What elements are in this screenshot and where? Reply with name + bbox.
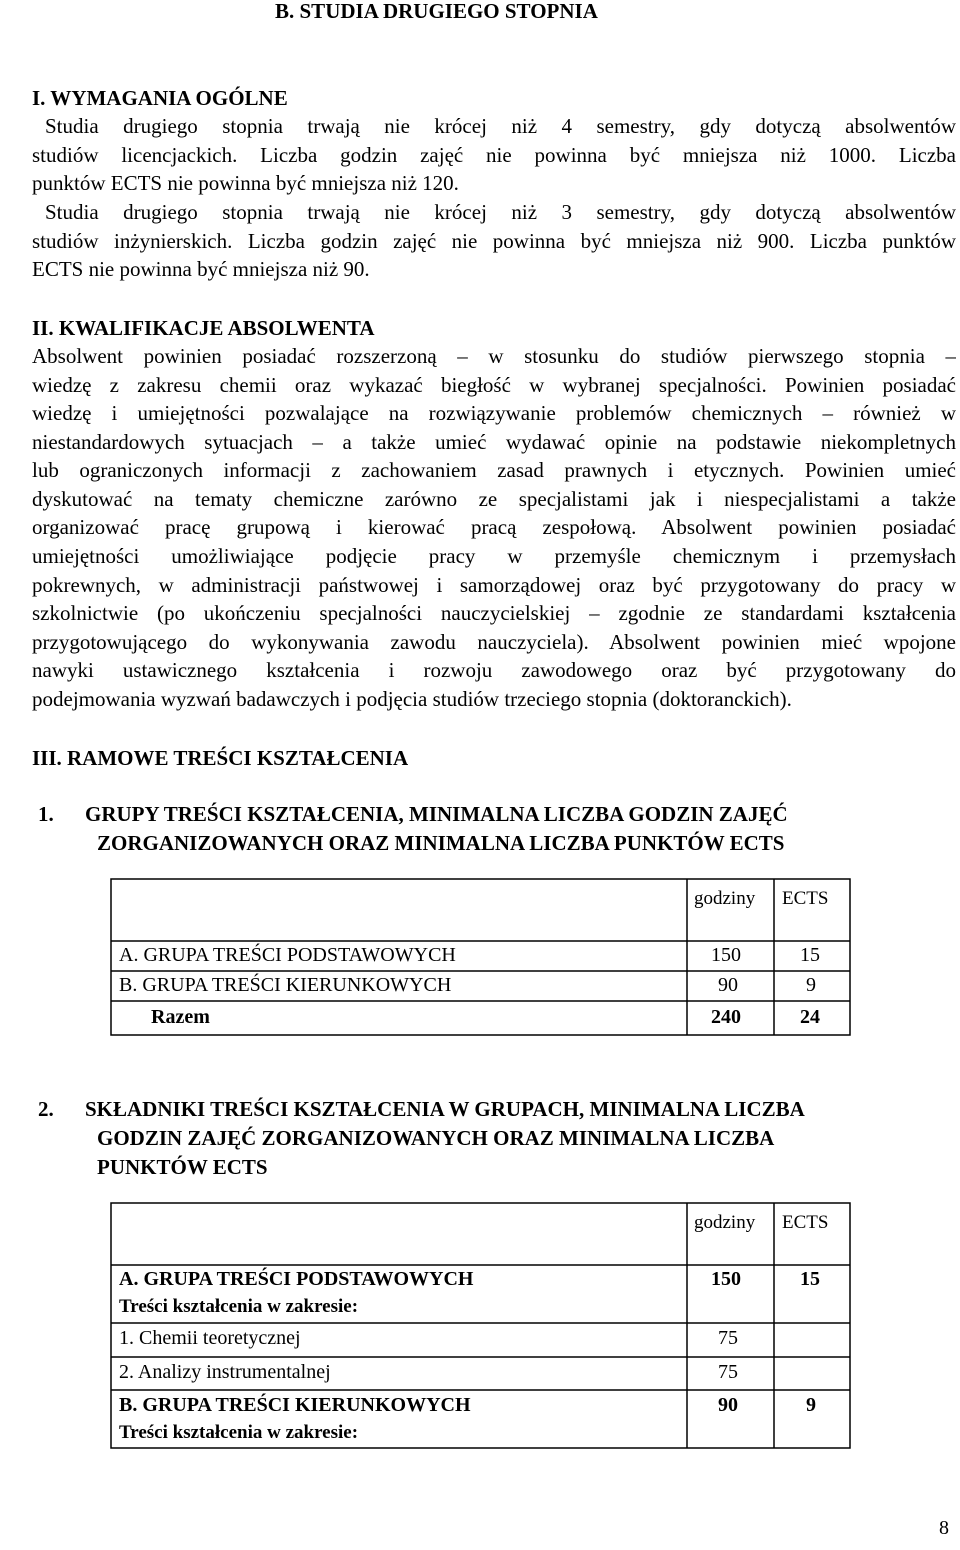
subsection-1-number: 1. <box>38 802 54 826</box>
table-row-hours: 90 <box>718 974 738 996</box>
section-2-line: podejmowania wyzwań badawczych i podjęcia studiów trzeciego stopnia (doktoranckich). <box>32 687 792 711</box>
table-row-hours: 240 <box>711 1006 741 1028</box>
table-row-ects: 24 <box>800 1006 820 1028</box>
section-2-line: szkolnictwie (po ukończeniu specjalności nauczycielskiej – zgodnie ze standardami kształcenia <box>32 601 956 625</box>
table-row-hours: 75 <box>718 1361 738 1383</box>
table-row-ects: 15 <box>800 1268 820 1290</box>
subsection-2-title: SKŁADNIKI TREŚCI KSZTAŁCENIA W GRUPACH, MINIMALNA LICZBA <box>85 1097 805 1121</box>
section-2-line: wiedzę z zakresu chemii oraz wykazać biegłość w wybranej specjalności. Powinien posiadać <box>32 373 956 397</box>
section-1-line: studiów inżynierskich. Liczba godzin zajęć nie powinna być mniejsza niż 900. Liczba punktów <box>32 229 956 253</box>
section-2-line: organizować pracę grupową i kierować pracą zespołową. Absolwent powinien posiadać <box>32 515 956 539</box>
table-row-label: Razem <box>151 1006 210 1028</box>
section-1-line: Studia drugiego stopnia trwają nie krócej niż 3 semestry, gdy dotyczą absolwentów <box>45 200 956 224</box>
table-row-sublabel: Treści kształcenia w zakresie: <box>119 1422 359 1443</box>
table-row-ects: 15 <box>800 944 820 966</box>
page-number: 8 <box>939 1517 949 1539</box>
section-2-line: niestandardowych sytuacjach – a także umieć wydawać opinie na podstawie niekompletnych <box>32 430 956 454</box>
table-row-hours: 90 <box>718 1394 738 1416</box>
table-row-label: 1. Chemii teoretycznej <box>119 1327 301 1349</box>
table-row-ects: 9 <box>806 974 816 996</box>
document-title: B. STUDIA DRUGIEGO STOPNIA <box>275 0 598 23</box>
table-row-label: B. GRUPA TREŚCI KIERUNKOWYCH <box>119 974 452 996</box>
section-2-line: Absolwent powinien posiadać rozszerzoną – w stosunku do studiów pierwszego stopnia – <box>32 344 956 368</box>
table-row-sublabel: Treści kształcenia w zakresie: <box>119 1296 359 1317</box>
section-1-line: Studia drugiego stopnia trwają nie krócej niż 4 semestry, gdy dotyczą absolwentów <box>45 114 956 138</box>
section-1-line: studiów licencjackich. Liczba godzin zajęć nie powinna być mniejsza niż 1000. Liczba <box>32 143 956 167</box>
subsection-1-title: ZORGANIZOWANYCH ORAZ MINIMALNA LICZBA PUNKTÓW ECTS <box>97 831 785 855</box>
table-2-header-hours: godziny <box>694 1212 756 1233</box>
section-2-line: lub ograniczonych informacji z zachowaniem zasad prawnych i etycznych. Powinien umieć <box>32 458 956 482</box>
table-row-label: A. GRUPA TREŚCI PODSTAWOWYCH <box>119 944 456 966</box>
table-row-ects: 9 <box>806 1394 816 1416</box>
subsection-2-title: PUNKTÓW ECTS <box>97 1155 268 1179</box>
section-3-heading: III. RAMOWE TREŚCI KSZTAŁCENIA <box>32 746 409 770</box>
table-row-hours: 150 <box>711 944 741 966</box>
table-row-hours: 75 <box>718 1327 738 1349</box>
section-2-line: umiejętności umożliwiające podjęcie pracy w przemyśle chemicznym i przemysłach <box>32 544 956 568</box>
section-2-line: wiedzę i umiejętności pozwalające na rozwiązywanie problemów chemicznych – również w <box>32 401 956 425</box>
section-2-line: dyskutować na tematy chemiczne zarówno ze specjalistami jak i niespecjalistami a także <box>32 487 956 511</box>
table-row-label: A. GRUPA TREŚCI PODSTAWOWYCH <box>119 1268 474 1290</box>
section-1-heading: I. WYMAGANIA OGÓLNE <box>32 86 288 110</box>
subsection-1-title: GRUPY TREŚCI KSZTAŁCENIA, MINIMALNA LICZBA GODZIN ZAJĘĆ <box>85 802 788 826</box>
table-row-label: 2. Analizy instrumentalnej <box>119 1361 331 1383</box>
section-2-line: przygotowującego do wykonywania zawodu nauczyciela). Absolwent powinien mieć wpojone <box>32 630 956 654</box>
subsection-2-number: 2. <box>38 1097 54 1121</box>
table-row-hours: 150 <box>711 1268 741 1290</box>
section-2-line: nawyki ustawicznego kształcenia i rozwoju zawodowego oraz być przygotowany do <box>32 658 956 682</box>
section-1-line: ECTS nie powinna być mniejsza niż 90. <box>32 257 370 281</box>
table-1-header-ects: ECTS <box>782 888 829 909</box>
table-2-header-ects: ECTS <box>782 1212 829 1233</box>
table-1-header-hours: godziny <box>694 888 756 909</box>
section-2-heading: II. KWALIFIKACJE ABSOLWENTA <box>32 316 375 340</box>
section-2-line: pokrewnych, w administracji państwowej i samorządowej oraz być przygotowany do pracy w <box>32 573 956 597</box>
table-row-label: B. GRUPA TREŚCI KIERUNKOWYCH <box>119 1394 471 1416</box>
subsection-2-title: GODZIN ZAJĘĆ ZORGANIZOWANYCH ORAZ MINIMALNA LICZBA <box>97 1126 775 1150</box>
section-1-line: punktów ECTS nie powinna być mniejsza niż 120. <box>32 171 459 195</box>
